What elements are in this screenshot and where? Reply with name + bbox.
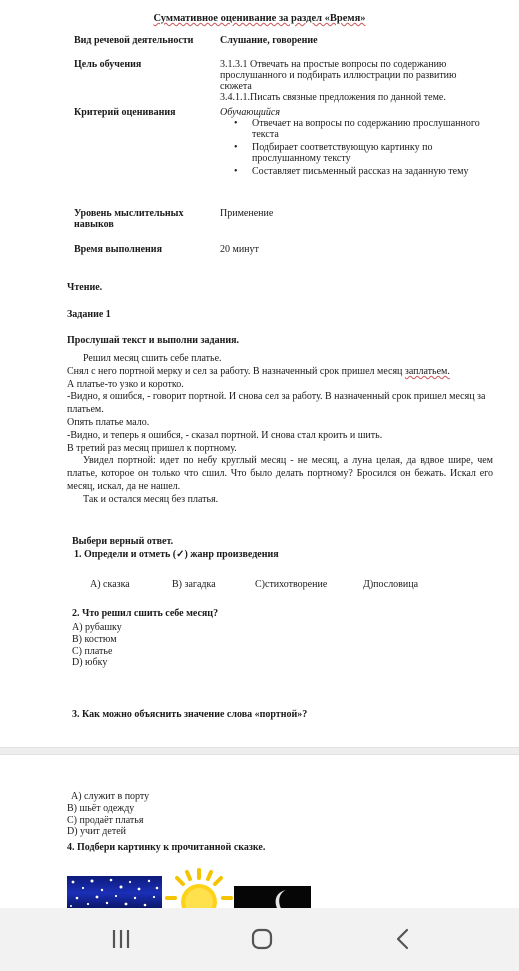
crescent-moon-icon — [234, 886, 311, 910]
q3-option[interactable]: В) шьёт одежду — [67, 802, 135, 814]
story-text — [67, 353, 493, 507]
time-value: 20 минут — [220, 244, 259, 255]
recent-apps-icon — [110, 928, 132, 950]
sun-picture[interactable] — [163, 866, 235, 912]
story-line: В третий раз месяц пришел к портному. — [67, 442, 237, 454]
criteria-value — [220, 107, 490, 181]
criteria-intro: Обучающийся — [220, 107, 281, 118]
goal-line: 3.1.3.1 Отвечать на простые вопросы по содержанию — [220, 59, 447, 70]
story-fragment: Снял с него портной мерку и сел за работу. В назначенный срок пришел месяц — [67, 365, 405, 377]
stars-picture[interactable] — [67, 876, 162, 910]
question-2: 2. Что решил сшить себе месяц? — [72, 608, 219, 619]
criteria-item: • Отвечает на вопросы по содержанию прослушанного текста — [234, 119, 490, 140]
story-line: -Видно, я ошибся, - говорит портной. И снова сел за работу. В назначенный срок пришел месяц за платьем. — [67, 391, 486, 416]
criteria-label: Критерий оценивания — [74, 107, 176, 118]
activity-label: Вид речевой деятельности — [74, 35, 194, 46]
q3-option[interactable]: А) служит в порту — [71, 791, 150, 802]
stars-icon — [67, 876, 162, 910]
question-4: 4. Подбери картинку к прочитанной сказке. — [67, 842, 266, 853]
story-line: Увидел портной: идет по небу круглый месяц - не месяц, а луна целая, да вдвое шире, чем платье, которое он только что сшил. Что было делать портному? Бросился он бежать. Искал его месяц, искал, да не нашел. — [67, 455, 493, 492]
home-button[interactable] — [244, 924, 280, 954]
level-value: Применение — [220, 208, 274, 219]
q1-option[interactable]: А) сказка — [90, 579, 130, 590]
q1-option[interactable]: С)стихотворение — [255, 579, 328, 590]
time-label: Время выполнения — [74, 244, 162, 255]
level-label — [74, 208, 216, 230]
story-line — [67, 366, 493, 379]
task-instruction: Прослушай текст и выполни задания. — [67, 335, 240, 346]
story-line: -Видно, и теперь я ошибся, - сказал портной. И снова стал кроить и шить. — [67, 429, 383, 441]
sun-icon — [163, 866, 235, 912]
goal-label: Цель обучения — [74, 59, 142, 70]
goal-line: сюжета — [220, 81, 252, 92]
q2-option[interactable]: В) костюм — [72, 633, 117, 645]
q2-options — [72, 622, 122, 669]
q3-options — [67, 791, 149, 838]
recent-apps-button[interactable] — [103, 924, 139, 954]
navigation-bar — [0, 908, 519, 971]
question-3: 3. Как можно объяснить значение слова «портной»? — [72, 709, 308, 720]
choose-heading: Выбери верный ответ. — [72, 536, 174, 547]
q1-option[interactable]: В) загадка — [172, 579, 216, 590]
q1-option[interactable]: Д)пословица — [363, 579, 419, 590]
story-line: Решил месяц сшить себе платье. — [83, 353, 222, 364]
level-label-line: навыков — [74, 219, 114, 230]
story-fragment-underlined: заплатьем. — [404, 365, 450, 377]
goal-value — [220, 59, 490, 103]
back-button[interactable] — [385, 924, 421, 954]
page-title: Суммативное оценивание за раздел «Время» — [153, 13, 366, 24]
task-heading: Задание 1 — [67, 309, 111, 320]
goal-line: прослушанного и подбирать иллюстрации по развитию — [220, 70, 457, 81]
goal-line: 3.4.1.1.Писать связные предложения по данной теме. — [220, 92, 446, 103]
q2-option[interactable]: С) платье — [72, 645, 113, 657]
reading-heading: Чтение. — [67, 282, 103, 293]
criteria-item: • Составляет письменный рассказ на заданную тему — [234, 167, 490, 178]
q3-option[interactable]: D) учит детей — [67, 826, 126, 838]
criteria-item: • Подбирает соответствующую картинку по прослушанному тексту — [234, 143, 490, 164]
story-line: А платье-то узко и коротко. — [67, 378, 184, 390]
activity-value: Слушание, говорение — [220, 35, 318, 46]
story-line: Так и остался месяц без платья. — [83, 493, 219, 505]
level-label-line: Уровень мыслительных — [74, 208, 184, 219]
question-1: 1. Определи и отметь (✓) жанр произведения — [74, 549, 279, 560]
q2-option[interactable]: А) рубашку — [72, 622, 122, 633]
q3-option[interactable]: С) продаёт платья — [67, 814, 144, 826]
back-icon — [393, 928, 413, 950]
page-divider — [0, 747, 519, 755]
story-line: Опять платье мало. — [67, 416, 150, 428]
q2-option[interactable]: D) юбку — [72, 657, 108, 669]
crescent-moon-picture[interactable] — [234, 886, 311, 910]
criteria-list — [234, 119, 490, 178]
home-icon — [250, 927, 274, 951]
